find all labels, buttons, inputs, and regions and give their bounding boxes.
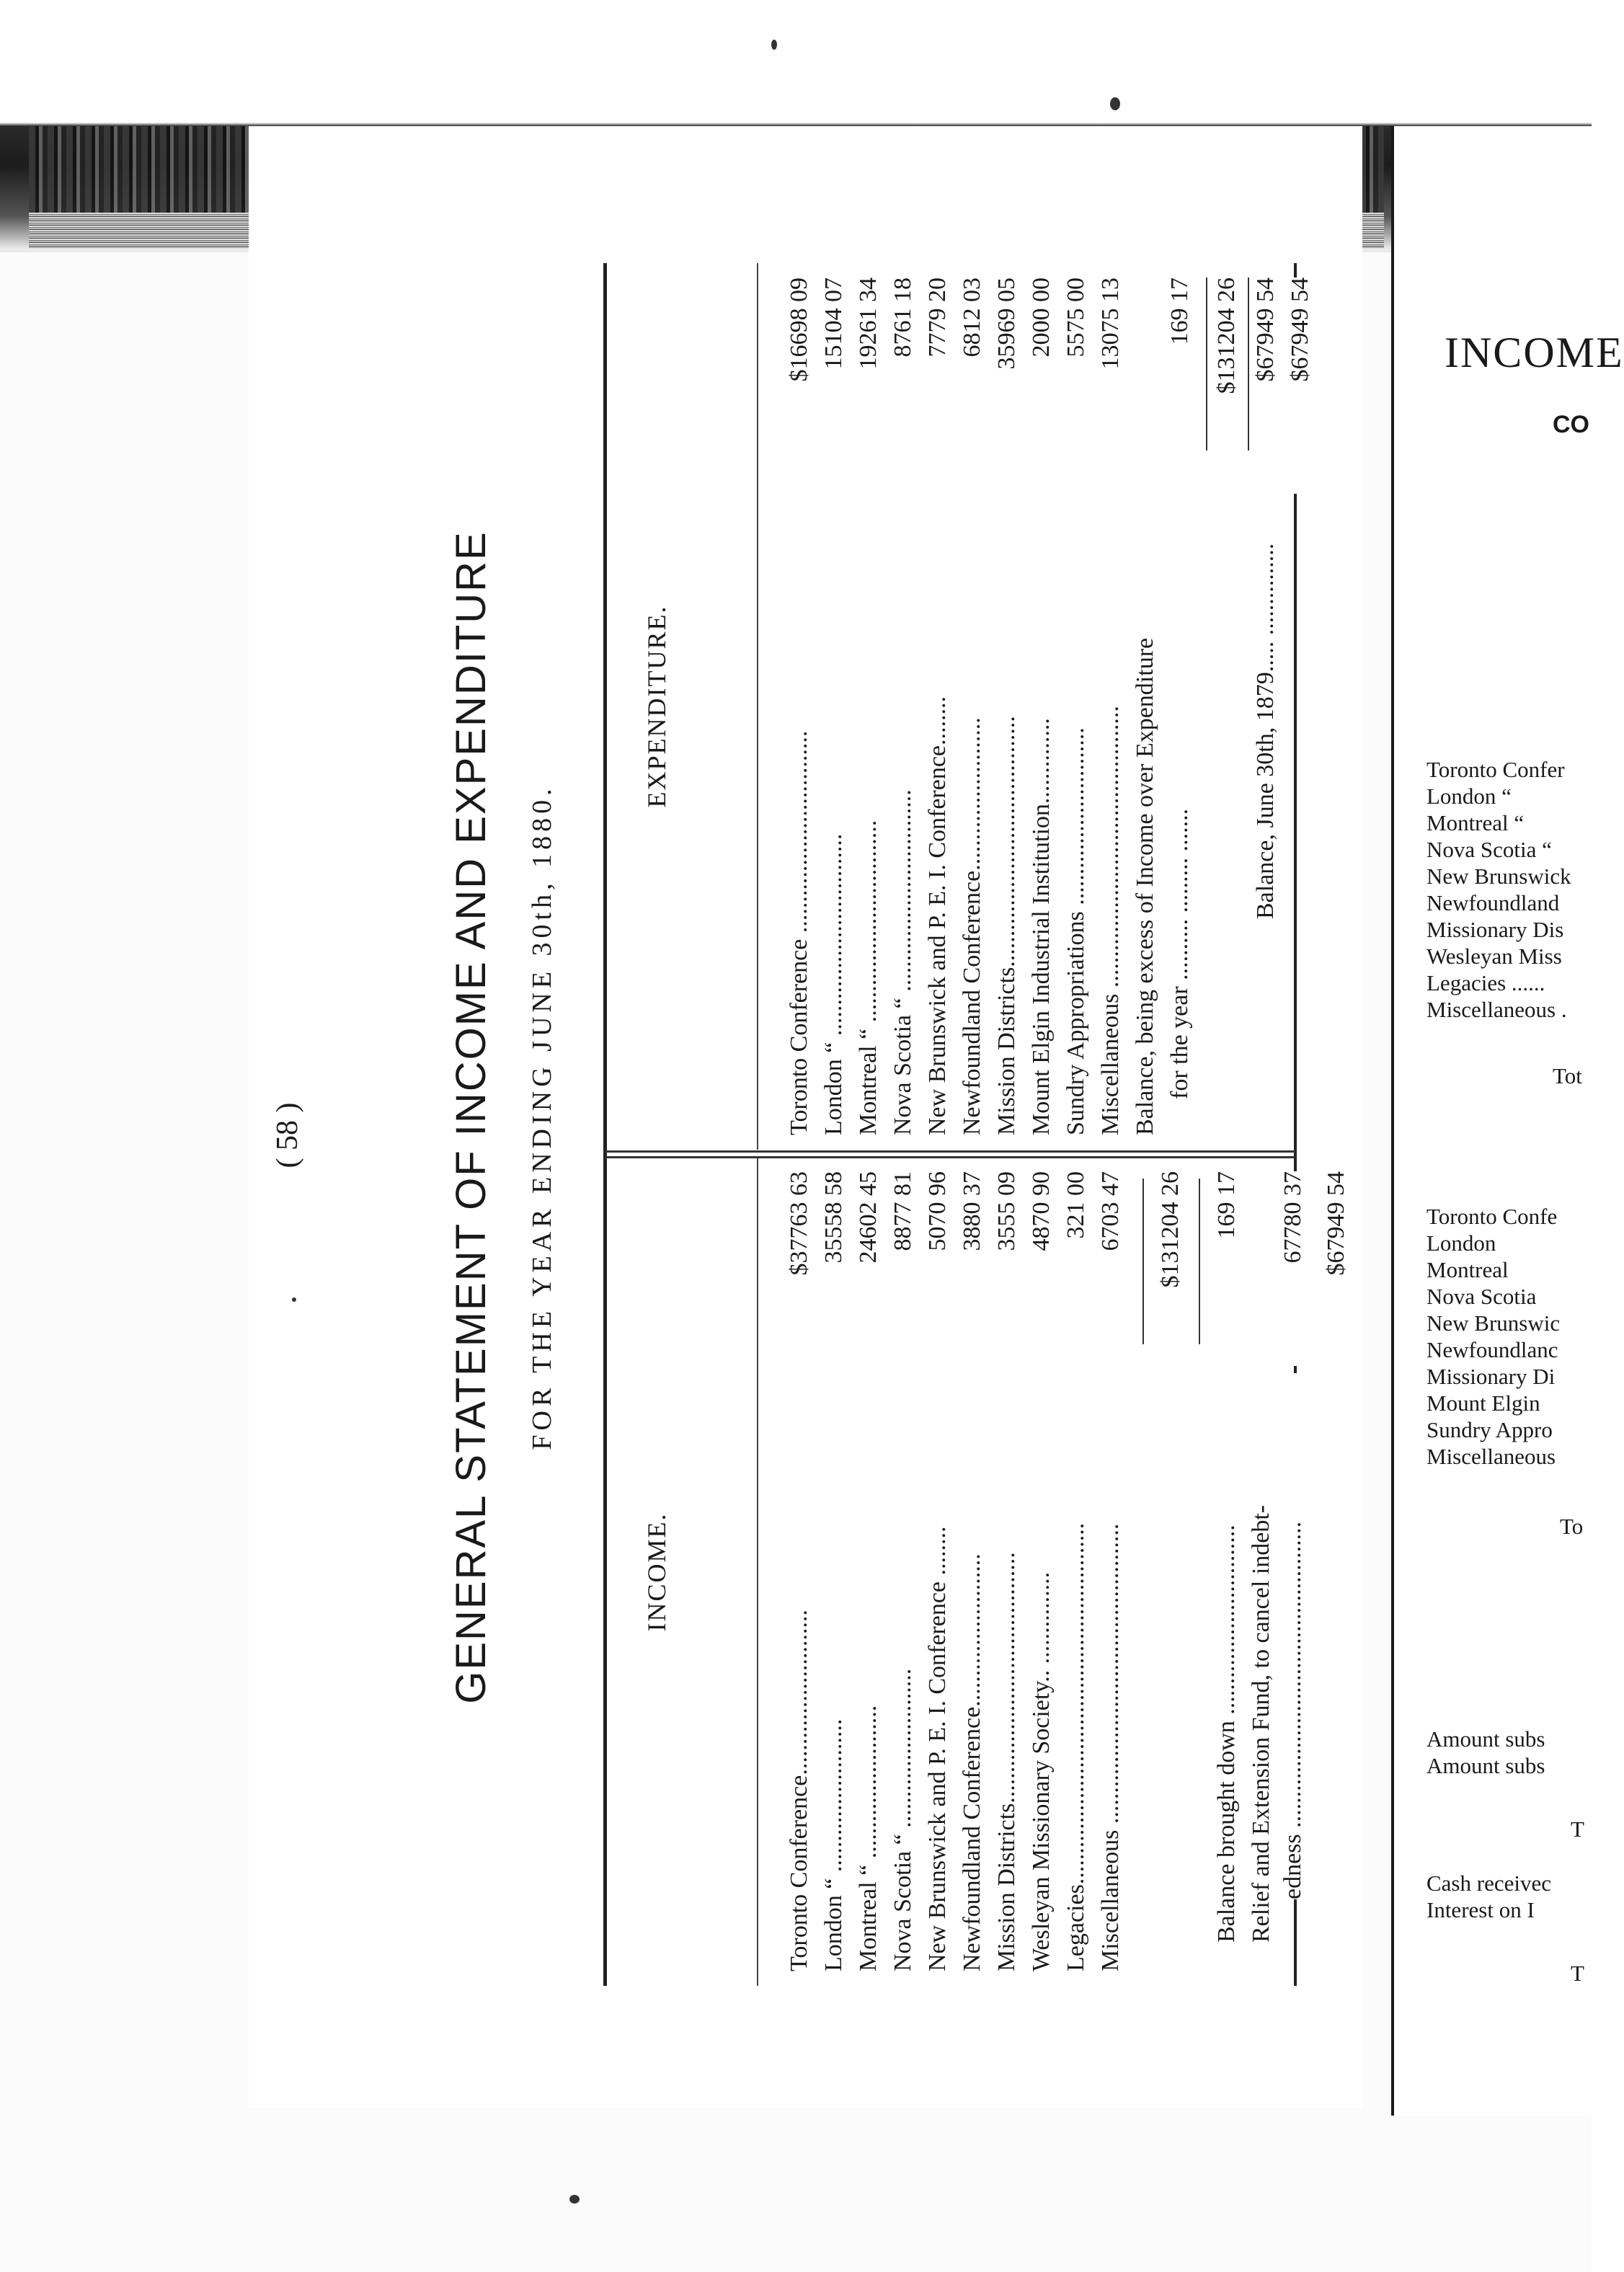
expenditure-row-amount: 2000 00 xyxy=(1028,278,1055,358)
next-page-item: Miscellaneous xyxy=(1426,1444,1556,1469)
expenditure-balance-label-cont: for the year .......... ......... ....... xyxy=(1166,808,1193,1099)
next-page-fragment xyxy=(1391,126,1624,2116)
next-page-subtitle: CO xyxy=(1553,411,1589,438)
income-row-label: Newfoundland Conference......................... xyxy=(959,1553,985,1971)
expenditure-heading-rule xyxy=(757,263,758,1150)
next-page-item: Legacies ...... xyxy=(1426,970,1545,995)
june-balance-label: Balance, June 30th, 1879..... ............... xyxy=(1252,543,1279,919)
income-row-label: Mission Districts......................................... xyxy=(993,1552,1020,1971)
relief-fund-amount: 67780 37 xyxy=(1279,1171,1307,1366)
next-page-item: Sundry Appro xyxy=(1426,1417,1553,1442)
expenditure-row-amount: 5575 00 xyxy=(1062,278,1089,358)
subtotal-rule xyxy=(1199,1179,1200,1344)
income-row-amount: 8877 81 xyxy=(889,1171,916,1251)
statement-title: GENERAL STATEMENT OF INCOME AND EXPENDITURE xyxy=(448,531,494,1704)
income-row-amount: 4870 90 xyxy=(1028,1171,1055,1251)
next-page-item: London “ xyxy=(1426,784,1512,809)
expenditure-row-amount: 15104 07 xyxy=(820,278,847,370)
next-page-item: Cash receivec xyxy=(1426,1871,1551,1896)
expenditure-row-label: Miscellaneous .............................................. xyxy=(1097,706,1124,1135)
expenditure-row-label: Mission Districts......................................... xyxy=(993,716,1020,1135)
income-row-amount: 35558 58 xyxy=(820,1171,847,1264)
june-balance-amount: $67949 54 xyxy=(1252,278,1279,382)
next-page-item: Missionary Di xyxy=(1426,1364,1556,1389)
income-subtotal: $131204 26 xyxy=(1157,1171,1184,1288)
next-page-item: Mount Elgin xyxy=(1426,1390,1540,1416)
next-page-total: T xyxy=(1571,1816,1584,1842)
next-page-item: Wesleyan Miss xyxy=(1426,944,1562,969)
scan-speck xyxy=(292,1297,296,1302)
expenditure-row-amount: 13075 13 xyxy=(1097,278,1124,370)
expenditure-balance-label: Balance, being excess of Income over Expenditure xyxy=(1132,637,1158,1135)
next-page-item: Montreal “ xyxy=(1426,810,1525,835)
income-row-amount: 3555 09 xyxy=(993,1171,1020,1251)
next-page-item: Amount subs xyxy=(1426,1753,1545,1778)
income-total: $67949 54 xyxy=(1323,1171,1349,1276)
income-row-amount: 24602 45 xyxy=(855,1171,882,1264)
expenditure-row-amount: 7779 20 xyxy=(924,278,951,358)
income-balance-amount: 169 17 xyxy=(1213,1171,1240,1239)
expenditure-heading: EXPENDITURE. xyxy=(642,605,671,808)
expenditure-row-amount: 35969 05 xyxy=(993,278,1020,370)
next-page-item: Newfoundlanc xyxy=(1426,1337,1558,1362)
next-page-item: Nova Scotia xyxy=(1426,1284,1537,1309)
income-row-amount: 6703 47 xyxy=(1097,1171,1124,1251)
income-row-amount: 3880 37 xyxy=(959,1171,985,1251)
income-row-amount: 321 00 xyxy=(1062,1171,1089,1239)
income-heading: INCOME. xyxy=(642,1512,671,1632)
scan-speck xyxy=(771,40,777,50)
next-page-item: Interest on I xyxy=(1426,1897,1535,1922)
expenditure-row-label: Montreal “ ................................. xyxy=(855,820,882,1135)
income-row-amount: $37763 63 xyxy=(786,1171,812,1276)
table-top-rule xyxy=(603,263,607,1986)
expenditure-subtotal: $131204 26 xyxy=(1213,278,1240,394)
next-page-total: To xyxy=(1560,1514,1584,1539)
next-page-item: Toronto Confer xyxy=(1426,757,1565,782)
column-divider xyxy=(605,1150,1295,1153)
income-balance-label: Balance brought down ............................... xyxy=(1213,1525,1240,1943)
column-divider xyxy=(605,1156,1295,1158)
income-row-label: Wesleyan Missionary Society.. ............... xyxy=(1028,1571,1055,1971)
table-bottom-rule xyxy=(1294,263,1297,1986)
next-page-item: Missionary Dis xyxy=(1426,917,1564,942)
expenditure-row-amount: 8761 18 xyxy=(889,278,916,358)
income-row-label: Nova Scotia “ .......................... xyxy=(889,1668,916,1971)
next-page-title: INCOME xyxy=(1445,329,1624,376)
expenditure-balance-amount: 169 17 xyxy=(1166,278,1193,345)
scan-speck xyxy=(569,2195,580,2204)
income-row-amount: 5070 96 xyxy=(924,1171,951,1251)
expenditure-row-amount: $16698 09 xyxy=(786,278,812,382)
next-page-item: Newfoundland xyxy=(1426,890,1560,915)
expenditure-total: $67949 54 xyxy=(1287,278,1314,494)
subtotal-rule xyxy=(1248,278,1249,451)
page-number: ( 58 ) xyxy=(271,1102,304,1168)
income-row-label: Montreal “ ......................... xyxy=(855,1705,882,1971)
expenditure-row-amount: 19261 34 xyxy=(855,278,882,370)
next-page-item: Montreal xyxy=(1426,1257,1509,1282)
income-heading-rule xyxy=(757,1158,758,1986)
next-page-item: Nova Scotia “ xyxy=(1426,837,1552,862)
next-page-total: Tot xyxy=(1553,1063,1582,1088)
next-page-item: Miscellaneous . xyxy=(1426,997,1567,1022)
next-page-item: Toronto Confe xyxy=(1426,1204,1558,1229)
expenditure-row-label: London “ ................................. xyxy=(820,833,847,1135)
income-row-label: New Brunswick and P. E. I. Conference ........ xyxy=(924,1526,951,1971)
expenditure-row-label: New Brunswick and P. E. I. Conference........ xyxy=(924,696,951,1135)
next-page-item: Amount subs xyxy=(1426,1726,1545,1752)
expenditure-row-label: Newfoundland Conference......................... xyxy=(959,717,985,1135)
expenditure-row-label: Mount Elgin Industrial Institution.............. xyxy=(1028,718,1055,1135)
expenditure-row-amount: 6812 03 xyxy=(959,278,985,358)
subtotal-rule xyxy=(1142,1179,1144,1344)
income-row-label: London “ ......................... xyxy=(820,1718,847,1971)
scan-speck xyxy=(1110,97,1120,110)
income-row-label: Toronto Conference........................... xyxy=(786,1610,812,1971)
next-page-item: New Brunswick xyxy=(1426,864,1571,889)
expenditure-row-label: Nova Scotia “ ................................. xyxy=(889,789,916,1135)
rotated-content xyxy=(249,126,1362,2108)
statement-subtitle: FOR THE YEAR ENDING JUNE 30th, 1880. xyxy=(527,784,557,1450)
relief-fund-label-cont: edness .................................................. xyxy=(1279,1373,1307,1899)
ledger-page xyxy=(249,126,1362,2108)
subtotal-rule xyxy=(1206,278,1207,451)
income-row-label: Miscellaneous ................................................. xyxy=(1097,1523,1124,1971)
expenditure-row-label: Toronto Conference ................................. xyxy=(786,730,812,1135)
expenditure-row-label: Sundry Appropriations ............................. xyxy=(1062,727,1089,1135)
relief-fund-label: Relief and Extension Fund, to cancel indebt- xyxy=(1248,1504,1274,1943)
next-page-item: London xyxy=(1426,1230,1496,1256)
next-page-item: New Brunswic xyxy=(1426,1310,1561,1336)
income-row-label: Legacies........................................................... xyxy=(1062,1522,1089,1971)
next-page-total: T xyxy=(1571,1961,1584,1986)
